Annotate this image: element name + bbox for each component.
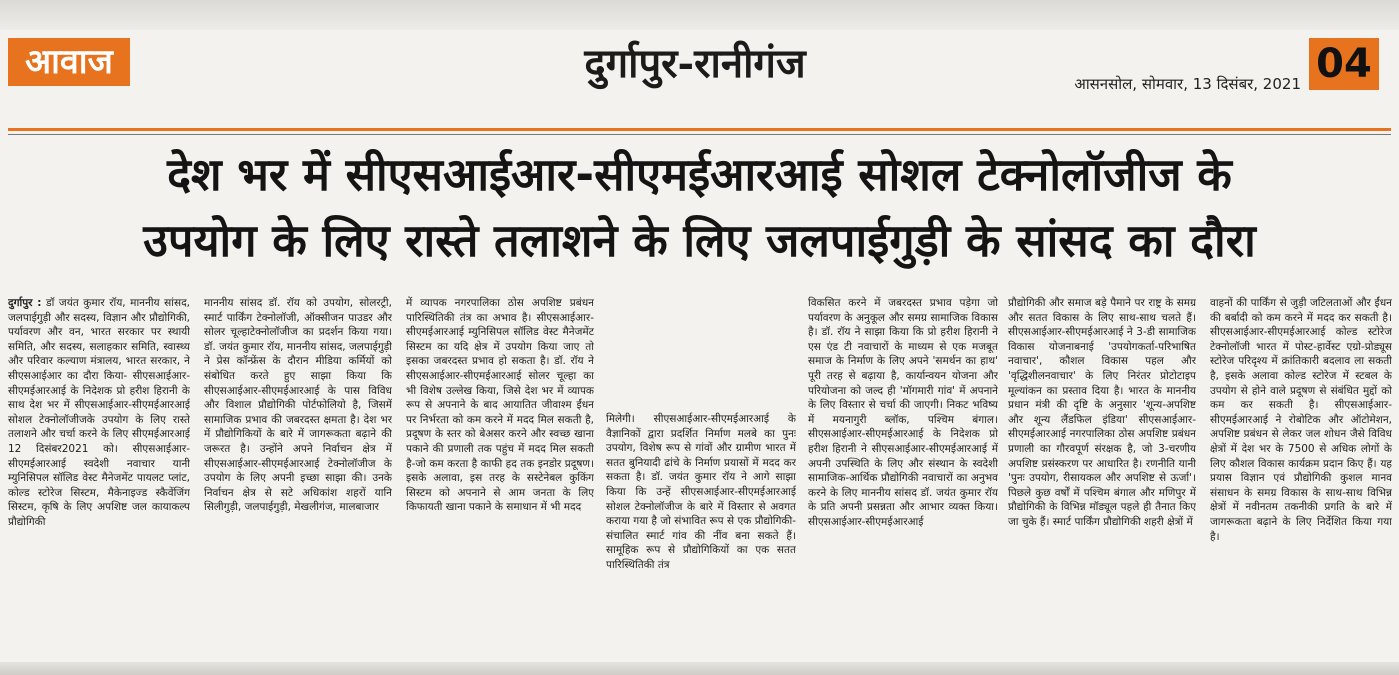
section-title: दुर्गापुर-रानीगंज bbox=[584, 40, 806, 87]
dateline: आसनसोल, सोमवार, 13 दिसंबर, 2021 bbox=[1074, 75, 1301, 93]
article-column-5: विकसित करने में जबरदस्त प्रभाव पड़ेगा जो पर्यावरण के अनुकूल और समग्र सामाजिक विकास है। डॉ. रॉय ने साझा किया कि प्रो हरीश हिरानी ने एस एंड टी नवाचारों के माध्यम से एक मजबूत समाज के निर्माण के लिए अपने 'समर्थन का हाथ' पूरी तरह से बढ़ाया है, कार्यान्वयन योजना और परियोजना को जल्द ही 'मॉगमारी गांव' में अपनाने के लिए विस्तार से चर्चा की जाएगी। निकट भविष्य में मयनागुरी ब्लॉक, पश्चिम बंगाल। सीएसआईआर-सीएमईआरआई के निदेशक प्रो हरीश हिरानी ने सीएसआईआर-सीएमईआरआई में अपनी उपस्थिति के लिए और संस्थान के स्वदेशी सामाजिक-आर्थिक प्रौद्योगिकी नवाचारों का अनुभव करने के लिए माननीय सांसद डॉ. जयंत कुमार रॉय के प्रति अपनी प्रसन्नता और आभार व्यक्त किया। सीएसआईआर-सीएमईआरआई bbox=[808, 297, 998, 528]
article-column-1 bbox=[8, 296, 190, 662]
brand-logo: आवाज bbox=[8, 38, 130, 86]
article-body bbox=[8, 296, 1392, 662]
masthead-rule bbox=[8, 128, 1391, 131]
article-column-3: में व्यापक नगरपालिका ठोस अपशिष्ट प्रबंधन पारिस्थितिकी तंत्र का अभाव है। सीएसआईआर-सीएमईआरआई म्युनिसिपल सॉलिड वेस्ट मैनेजमेंट सिस्टम का यदि क्षेत्र में उपयोग किया जाए तो इसका जबरदस्त प्रभाव हो सकता है। डॉ. रॉय ने सीएसआईआर-सीएमईआरआई सोलर चूल्हा का भी विशेष उल्लेख किया, जिसे देश भर में व्यापक रूप से अपनाने के बाद आयातित जीवाश्म ईंधन पर निर्भरता को कम करने में मदद मिल सकती है, प्रदूषण के स्तर को बेअसर करने और स्वच्छ खाना पकाने की प्रणाली तक पहुंच में मदद मिल सकती है-जो कम करता है काफी हद तक इनडोर प्रदूषण। इसके अलावा, इस तरह के सस्टेनेबल कुकिंग सिस्टम को अपनाने से आम जनता के लिए किफायती खाना पकाने के समाधान में भी मदद bbox=[406, 297, 594, 514]
headline-line-1: देश भर में सीएसआईआर-सीएमईआरआई सोशल टेक्नोलॉजीज के bbox=[167, 148, 1232, 201]
headline-line-2: उपयोग के लिए रास्ते तलाशने के लिए जलपाईगुड़ी के सांसद का दौरा bbox=[143, 214, 1256, 267]
article-headline bbox=[0, 142, 1399, 274]
page-number: 04 bbox=[1309, 38, 1379, 90]
masthead bbox=[0, 30, 1399, 126]
article-column-4 bbox=[606, 296, 796, 662]
column-1-text: डॉ जयंत कुमार रॉय, माननीय सांसद, जलपाईगुड़ी और सदस्य, विज्ञान और प्रौद्योगिकी, पर्यावरण और वन, भारत सरकार पर स्थायी समिति, और सदस्य, सलाहकार समिति, स्वास्थ्य और परिवार कल्याण मंत्रालय, भारत सरकार, ने सीएसआईआर का दौरा किया- सीएसआईआर-सीएमईआरआई के निदेशक प्रो हरीश हिरानी के साथ देश भर में सीएसआईआर-सीएमईआरआई सोशल टेक्नोलॉजीजके उपयोग के लिए रास्ते तलाशने और चर्चा करने के लिए सीएमईआरआई 12 दिसंबर2021 को। सीएसआईआर-सीएमईआरआई स्वदेशी नवाचार यानी म्युनिसिपल सॉलिड वेस्ट मैनेजमेंट पायलट प्लांट, कोल्ड स्टोरेज सिस्टम, मैकेनाइज्ड स्कैवेंजिंग सिस्टम, कृषि के लिए अपशिष्ट जल कायाकल्प प्रौद्योगिकी bbox=[8, 297, 190, 528]
article-column-6: प्रौद्योगिकी और समाज बड़े पैमाने पर राष्ट्र के समग्र और सतत विकास के लिए साथ-साथ चलते हैं। सीएसआईआर-सीएमईआरआई ने 3-डी सामाजिक विकास योजनाबनाई 'उपयोगकर्ता-परिभाषित नवाचार', कौशल विकास पहल और 'वृद्धिशीलनवाचार' के लिए निरंतर प्रोटोटाइप मूल्यांकन का प्रस्ताव दिया है। भारत के माननीय प्रधान मंत्री की दृष्टि के अनुसार 'शून्य-अपशिष्ट और शून्य लैंडफिल इंडिया' सीएसआईआर-सीएमईआरआई नगरपालिका ठोस अपशिष्ट प्रबंधन प्रणाली का गौरवपूर्ण संरक्षक है, जो 3-चरणीय अपशिष्ट प्रसंस्करण पर आधारित है। रणनीति यानी 'पुनः उपयोग, रीसायकल और अपशिष्ट से ऊर्जा'। पिछले कुछ वर्षों में पश्चिम बंगाल और मणिपुर में प्रौद्योगिकी के विभिन्न मॉड्यूल पहले ही तैनात किए जा चुके हैं। स्मार्ट पार्किंग प्रौद्योगिकी शहरी क्षेत्रों में bbox=[1008, 297, 1196, 528]
dateline-place: दुर्गापुर : bbox=[8, 297, 42, 309]
masthead-rule-thin bbox=[8, 134, 1391, 135]
bottom-strip bbox=[0, 662, 1399, 675]
column-4-text: मिलेगी। सीएसआईआर-सीएमईआरआई के वैज्ञानिकों द्वारा प्रदर्शित निर्माण मलबे का पुनः उपयोग, विशेष रूप से गांवों और ग्रामीण भारत में सतत बुनियादी ढांचे के निर्माण प्रयासों में मदद कर सकता है। डॉ. जयंत कुमार रॉय ने आगे साझा किया कि उन्हें सीएसआईआर-सीएमईआरआई सोशल टेक्नोलॉजीज के बारे में विस्तार से अवगत कराया गया है जो संभावित रूप से एक प्रौद्योगिकी-संचालित स्मार्ट गांव की नींव बना सकते हैं। सामूहिक रूप से प्रौद्योगिकियों का एक सतत पारिस्थितिकी तंत्र bbox=[606, 413, 796, 571]
article-column-7: वाहनों की पार्किंग से जुड़ी जटिलताओं और ईंधन की बर्बादी को कम करने में मदद कर सकती है। सीएसआईआर-सीएमईआरआई कोल्ड स्टोरेज टेक्नोलॉजी भारत में पोस्ट-हार्वेस्ट एग्रो-प्रोड्यूस स्टोरेज परिदृश्य में क्रांतिकारी बदलाव ला सकती है, इसके अलावा कोल्ड स्टोरेज में स्टबल के उपयोग से होने वाले प्रदूषण से संबंधित मुद्दों को कम कर सकती है। सीएसआईआर-सीएमईआरआई ने रोबोटिक और ऑटोमेशन, अपशिष्ट प्रबंधन से लेकर जल शोधन जैसे विविध क्षेत्रों में देश भर के 7500 से अधिक लोगों के लिए कौशल विकास कार्यक्रम प्रदान किए हैं। यह प्रयास विज्ञान एवं प्रौद्योगिकी कुशल मानव संसाधन के समग्र विकास के साथ-साथ विभिन्न क्षेत्रों में नवीनतम तकनीकी प्रगति के बारे में जागरूकता बढ़ाने के लिए निर्देशित किया गया है। bbox=[1210, 297, 1392, 543]
top-strip bbox=[0, 0, 1399, 30]
article-column-2: माननीय सांसद डॉ. रॉय को उपयोग, सोलरट्री, स्मार्ट पार्किंग टेक्नोलॉजी, ऑक्सीजन पाउडर और सोलर चूल्हाटेक्नोलॉजीज का प्रदर्शन किया गया। डॉ. जयंत कुमार रॉय, माननीय सांसद, जलपाईगुड़ी ने प्रेस कॉन्फ्रेंस के दौरान मीडिया कर्मियों को संबोधित करते हुए साझा किया कि सीएसआईआर-सीएमईआरआई के पास विविध और विशाल प्रौद्योगिकी पोर्टफोलियो है, जिसमें सामाजिक प्रभाव की जबरदस्त क्षमता है। देश भर में प्रौद्योगिकियों के बारे में जागरूकता बढ़ाने की जरूरत है। उन्होंने अपने निर्वाचन क्षेत्र में सीएसआईआर-सीएमईआरआई टेक्नोलॉजीज के उपयोग के लिए अपनी इच्छा साझा की। उनके निर्वाचन क्षेत्र से सटे अधिकांश शहरों यानि सिलीगुड़ी, जलपाईगुड़ी, मेखलीगंज, मालबाजार bbox=[204, 297, 392, 514]
